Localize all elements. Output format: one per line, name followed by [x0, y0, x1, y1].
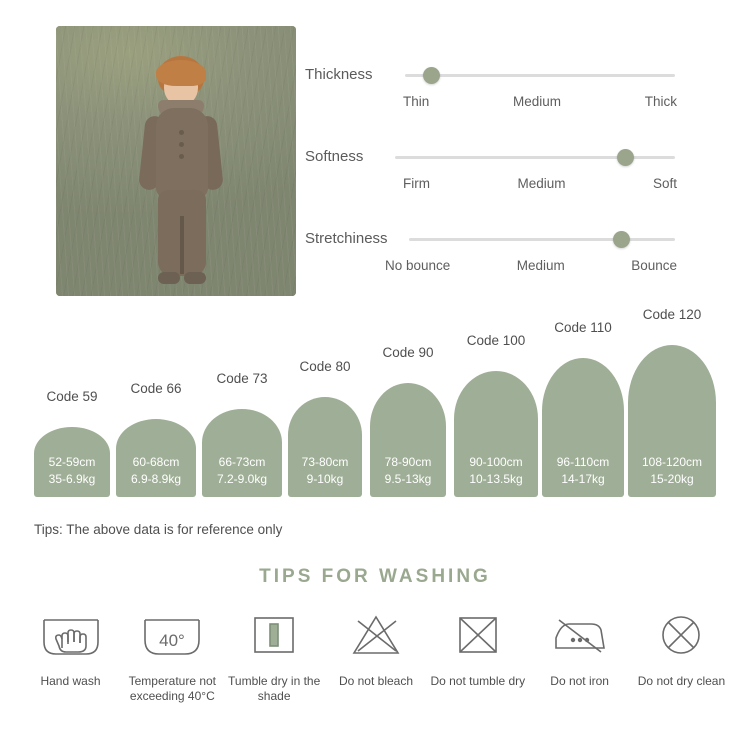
size-weight-59: 35-6.9kg: [48, 472, 96, 486]
size-column-80: [288, 359, 362, 497]
slider-ticks-softness: [403, 176, 677, 191]
product-overview-section: [0, 0, 750, 330]
child-figure: [134, 56, 230, 292]
slider-tick-stretchiness-2: Bounce: [631, 258, 677, 273]
size-weight-80: 9-10kg: [306, 472, 344, 486]
washing-item-do-not-tumble-dry: [427, 610, 528, 704]
child-leg-gap: [180, 216, 184, 274]
size-height-120: 108-120cm: [641, 455, 703, 469]
slider-tick-stretchiness-0: No bounce: [385, 258, 451, 273]
size-column-66: [116, 381, 196, 497]
child-hair-front: [156, 60, 206, 86]
child-button-3: [179, 154, 184, 159]
washing-caption-do-not-tumble-dry: Do not tumble dry: [430, 674, 526, 688]
size-code-100: Code 100: [466, 333, 526, 348]
size-arch-80: [288, 397, 362, 497]
slider-knob-thickness[interactable]: [423, 67, 440, 84]
washing-caption-hand-wash: Hand wash: [40, 674, 101, 688]
washing-tips-title: TIPS FOR WASHING: [259, 566, 491, 587]
size-weight-120: 15-20kg: [650, 472, 694, 486]
washing-item-do-not-iron: [529, 610, 630, 704]
slider-knob-softness[interactable]: [617, 149, 634, 166]
size-chart-section: [0, 307, 750, 545]
size-arch-59: [34, 427, 110, 497]
size-arch-120: [628, 345, 716, 497]
slider-tick-softness-1: Medium: [517, 176, 566, 191]
washing-item-do-not-bleach: [325, 610, 426, 704]
do-not-dry-clean-icon: [631, 610, 732, 660]
size-weight-110: 14-17kg: [561, 472, 605, 486]
slider-row-thickness: [305, 52, 705, 134]
size-weight-73: 7.2-9.0kg: [216, 472, 268, 486]
size-arch-73: [202, 409, 282, 497]
slider-tick-thickness-1: Medium: [512, 94, 561, 109]
size-code-66: Code 66: [130, 381, 182, 396]
washing-caption-temperature: Temperature not exceeding 40°C: [128, 674, 217, 703]
slider-row-softness: [305, 134, 705, 216]
washing-caption-do-not-dry-clean: Do not dry clean: [637, 674, 726, 688]
child-shoe-left: [158, 272, 180, 284]
slider-ticks-stretchiness: [385, 258, 677, 273]
size-height-66: 60-68cm: [132, 455, 180, 469]
slider-tick-stretchiness-1: Medium: [516, 258, 565, 273]
size-code-73: Code 73: [216, 371, 268, 386]
tumble-dry-shade-icon: [224, 610, 325, 660]
size-column-110: [542, 320, 624, 497]
size-height-90: 78-90cm: [384, 455, 432, 469]
slider-tick-softness-0: Firm: [403, 176, 430, 191]
size-arch-90: [370, 383, 446, 497]
slider-label-stretchiness: Stretchiness: [305, 230, 388, 247]
size-arch-110: [542, 358, 624, 497]
child-button-1: [179, 130, 184, 135]
slider-row-stretchiness: [305, 216, 705, 298]
attribute-sliders: [305, 52, 705, 298]
child-romper-body: [156, 108, 208, 198]
washing-caption-do-not-bleach: Do not bleach: [338, 674, 414, 688]
size-height-100: 90-100cm: [469, 455, 523, 469]
slider-track-thickness[interactable]: [405, 74, 675, 77]
size-column-90: [370, 345, 446, 497]
slider-ticks-thickness: [403, 94, 677, 109]
wash-40-degrees-icon: [122, 610, 223, 660]
washing-item-temperature: [122, 610, 223, 704]
svg-text:40°: 40°: [159, 631, 186, 650]
size-height-80: 73-80cm: [301, 455, 349, 469]
do-not-bleach-icon: [325, 610, 426, 660]
product-photo: [56, 26, 296, 296]
size-arch-100: [454, 371, 538, 497]
washing-icon-row: [20, 610, 732, 704]
size-column-100: [454, 333, 538, 497]
hand-wash-icon: [20, 610, 121, 660]
size-weight-100: 10-13.5kg: [469, 472, 523, 486]
slider-tick-thickness-2: Thick: [644, 94, 677, 109]
child-shoe-right: [184, 272, 206, 284]
do-not-iron-icon: [529, 610, 630, 660]
size-chart-tips: Tips: The above data is for reference only: [34, 522, 283, 537]
size-column-59: [34, 389, 110, 497]
size-weight-66: 6.9-8.9kg: [130, 472, 182, 486]
size-weight-90: 9.5-13kg: [384, 472, 432, 486]
washing-caption-do-not-iron: Do not iron: [550, 674, 609, 688]
size-code-90: Code 90: [382, 345, 434, 360]
slider-track-stretchiness[interactable]: [409, 238, 675, 241]
washing-item-tumble-dry-shade: [224, 610, 325, 704]
do-not-tumble-dry-icon: [427, 610, 528, 660]
child-button-2: [179, 142, 184, 147]
size-column-73: [202, 371, 282, 497]
slider-label-thickness: Thickness: [305, 66, 373, 83]
slider-tick-softness-2: Soft: [652, 176, 677, 191]
size-height-73: 66-73cm: [218, 455, 266, 469]
washing-tips-section: [0, 552, 750, 750]
size-code-80: Code 80: [299, 359, 351, 374]
slider-tick-thickness-0: Thin: [403, 94, 430, 109]
size-height-110: 96-110cm: [556, 455, 610, 469]
size-code-59: Code 59: [46, 389, 98, 404]
size-column-120: [628, 307, 716, 497]
size-code-120: Code 120: [642, 307, 702, 322]
washing-item-hand-wash: [20, 610, 121, 704]
size-height-59: 52-59cm: [48, 455, 96, 469]
washing-item-do-not-dry-clean: [631, 610, 732, 704]
size-arch-66: [116, 419, 196, 497]
slider-label-softness: Softness: [305, 148, 364, 165]
slider-knob-stretchiness[interactable]: [613, 231, 630, 248]
size-code-110: Code 110: [554, 320, 612, 335]
washing-caption-tumble-dry-shade: Tumble dry in the shade: [228, 674, 321, 703]
